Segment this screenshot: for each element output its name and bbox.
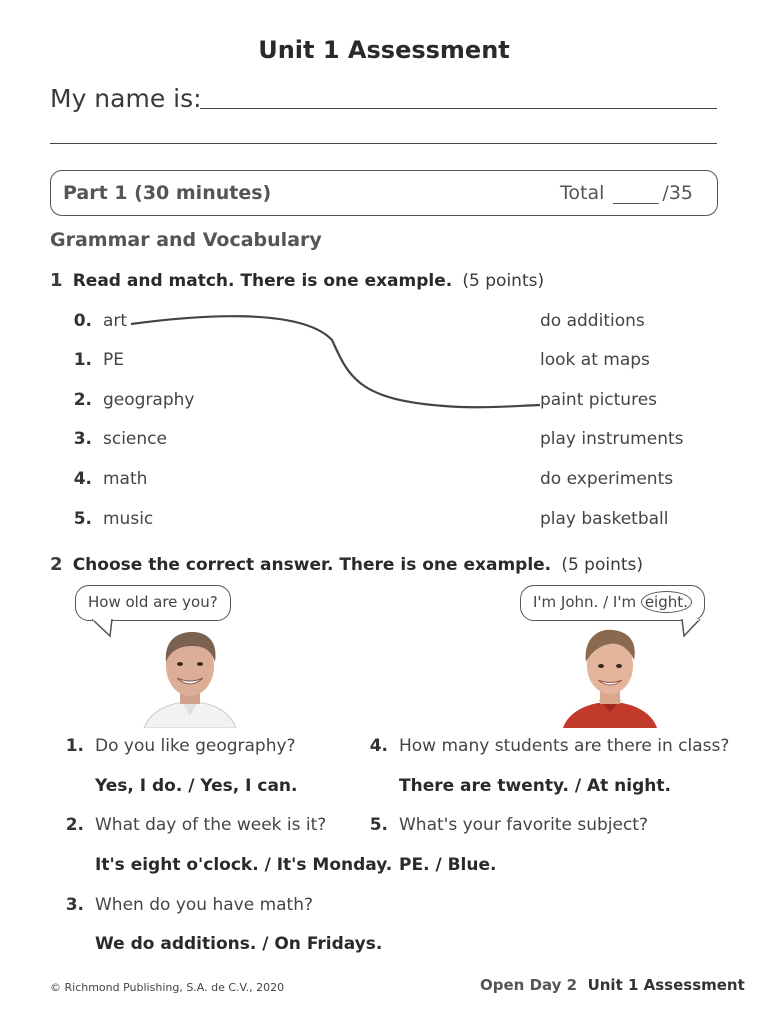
q1-right-item[interactable]: play basketball	[540, 509, 669, 529]
q2-item-question: What day of the week is it?	[95, 815, 327, 835]
q2-item-num: 5.	[369, 815, 388, 835]
q1-instruction: Read and match. There is one example.	[72, 271, 453, 291]
q1-points: (5 points)	[462, 271, 545, 291]
q2-item-question: Do you like geography?	[95, 736, 296, 756]
name-label: My name is:	[50, 84, 202, 113]
q2-item-answer-choices[interactable]: It's eight o'clock. / It's Monday.	[95, 855, 393, 875]
q2-item-answer-choices[interactable]: We do additions. / On Fridays.	[95, 934, 383, 954]
q2-item-num: 4.	[369, 736, 388, 756]
q1-left-num: 3.	[73, 429, 92, 449]
q1-right-item[interactable]: look at maps	[540, 350, 650, 370]
q2-item-num: 1.	[65, 736, 84, 756]
q2-number: 2	[50, 554, 63, 575]
q2-item-question: When do you have math?	[95, 895, 314, 915]
q1-left-num: 5.	[73, 509, 92, 529]
page-title: Unit 1 Assessment	[258, 36, 510, 64]
speech-bubble-tail	[92, 619, 116, 639]
q2-header	[50, 554, 643, 575]
speech-bubble-answer	[520, 585, 705, 621]
speech-bubble-question	[75, 585, 231, 621]
q1-left-item[interactable]: music	[103, 509, 154, 529]
speech-bubble-tail	[678, 619, 702, 639]
boy-photo	[555, 626, 665, 728]
q2-item-answer-choices[interactable]: There are twenty. / At night.	[399, 776, 671, 796]
q1-right-item[interactable]: play instruments	[540, 429, 684, 449]
q2-instruction: Choose the correct answer. There is one example.	[72, 555, 552, 575]
q1-right-item[interactable]: paint pictures	[540, 390, 658, 410]
q1-left-num: 0.	[73, 311, 92, 331]
q1-right-item[interactable]: do additions	[540, 311, 645, 331]
example-answer-circled: eight.	[641, 591, 692, 613]
q1-right-item[interactable]: do experiments	[540, 469, 674, 489]
copyright: © Richmond Publishing, S.A. de C.V., 2020	[50, 981, 285, 994]
section-title: Grammar and Vocabulary	[50, 229, 322, 251]
q2-points: (5 points)	[561, 555, 644, 575]
q2-item-num: 2.	[65, 815, 84, 835]
q1-left-item[interactable]: PE	[103, 350, 124, 370]
q2-item-num: 3.	[65, 895, 84, 915]
footer-unit: Unit 1 Assessment	[587, 976, 745, 994]
q1-left-item[interactable]: geography	[103, 390, 195, 410]
q1-left-num: 1.	[73, 350, 92, 370]
q1-left-num: 4.	[73, 469, 92, 489]
total-label: Total	[560, 182, 605, 204]
part-title: Part 1 (30 minutes)	[63, 182, 272, 204]
q1-left-item[interactable]: math	[103, 469, 148, 489]
example-question: How old are you?	[88, 593, 218, 611]
q1-left-item[interactable]: science	[103, 429, 167, 449]
total-max: /35	[662, 182, 693, 204]
footer-book: Open Day 2	[480, 976, 578, 994]
man-photo	[130, 628, 250, 728]
q1-left-item[interactable]: art	[103, 311, 128, 331]
q1-left-num: 2.	[73, 390, 92, 410]
q2-item-answer-choices[interactable]: Yes, I do. / Yes, I can.	[95, 776, 298, 796]
example-answer-prefix: I'm John. / I'm	[533, 593, 641, 611]
q1-number: 1	[50, 270, 63, 291]
footer-book-unit	[480, 976, 745, 994]
q2-item-question: What's your favorite subject?	[399, 815, 648, 835]
q2-item-question: How many students are there in class?	[399, 736, 730, 756]
q2-item-answer-choices[interactable]: PE. / Blue.	[399, 855, 497, 875]
